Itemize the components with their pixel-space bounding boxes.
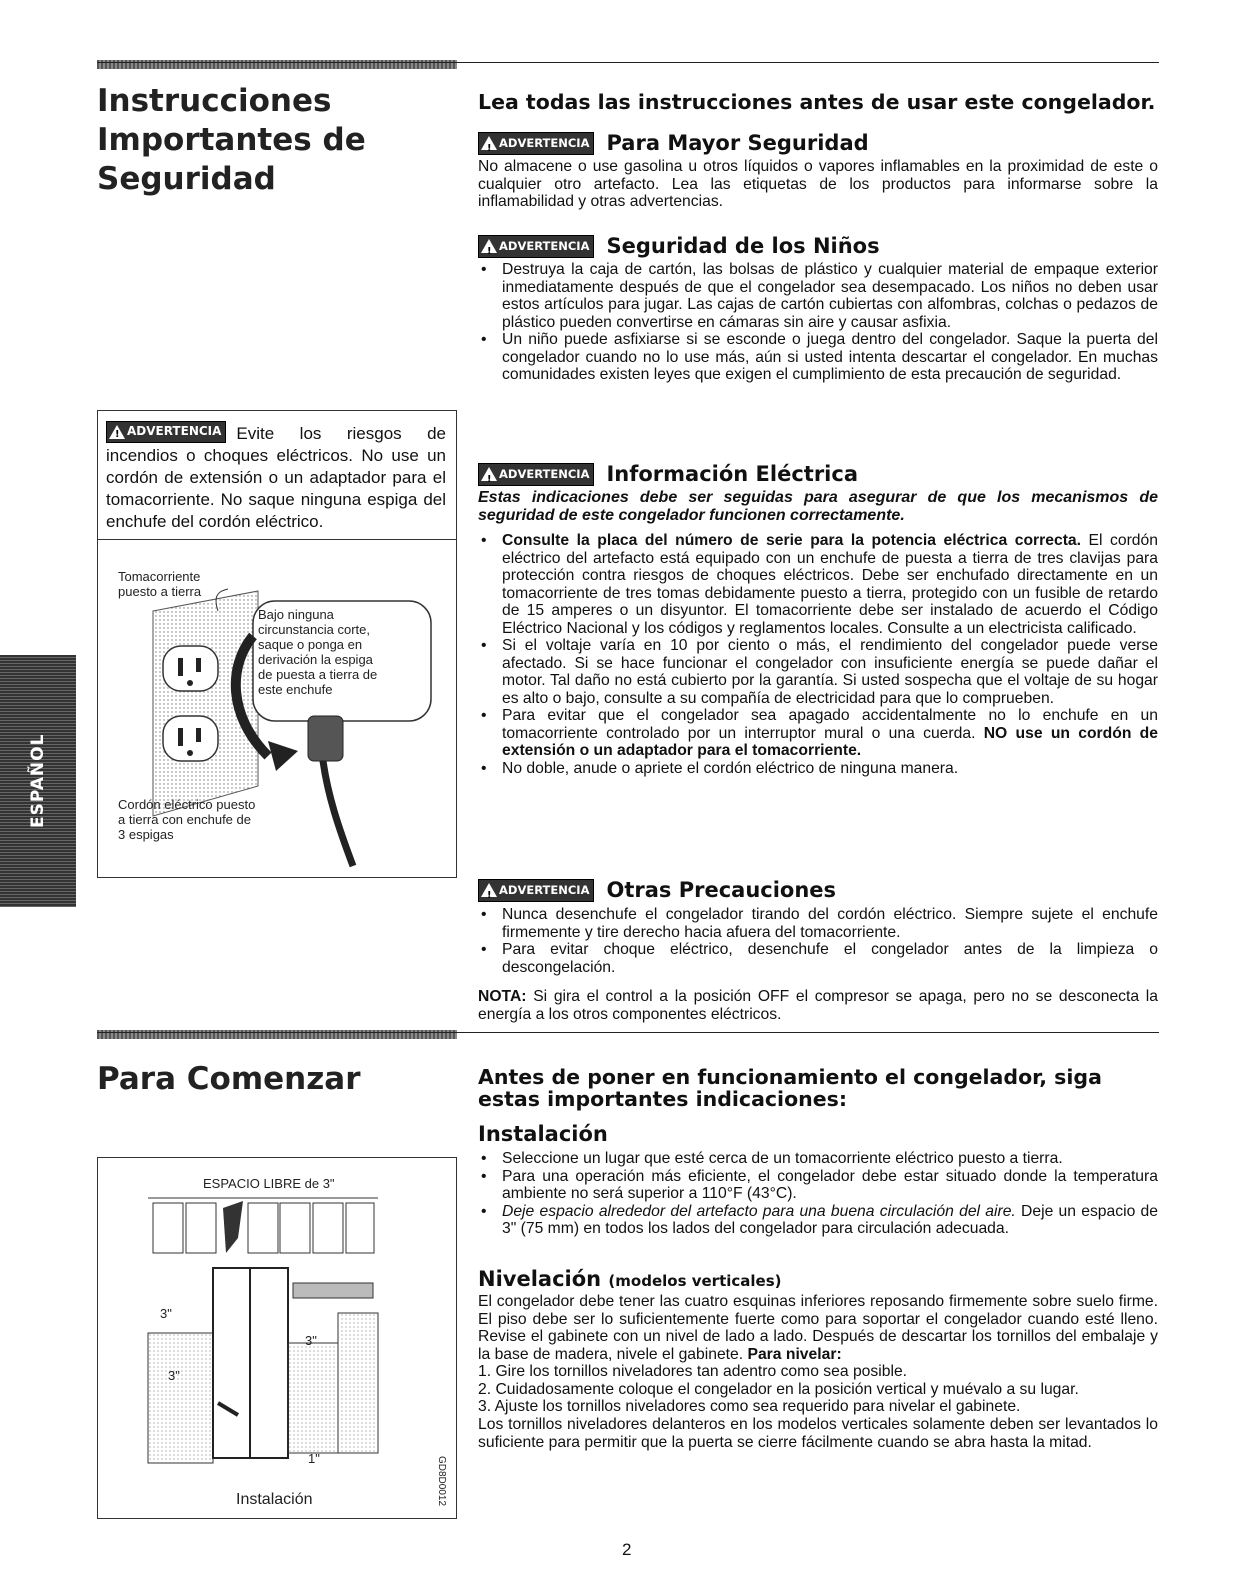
heading-electrica: ! ADVERTENCIA Información Eléctrica bbox=[478, 462, 858, 486]
list-item: 1. Gire los tornillos niveladores tan adentro como sea posible. bbox=[478, 1363, 908, 1380]
heading-ninos: ! ADVERTENCIA Seguridad de los Niños bbox=[478, 234, 880, 258]
warning-icon bbox=[109, 425, 125, 439]
warning-icon bbox=[481, 239, 497, 253]
list-item: • Para evitar choque eléctrico, desenchufe el congelador antes de la limpieza o descongelación. bbox=[478, 941, 1158, 976]
text-mayor-seguridad: No almacene o use gasolina u otros líquidos o vapores inflamables en la proximidad de este o cualquier otro artefacto. Lea las etiquetas de los productos para informarse sobre la inflamabilidad y otras advertencias. bbox=[478, 158, 1158, 210]
warning-badge: ! ADVERTENCIA bbox=[478, 463, 594, 486]
list-ninos bbox=[478, 261, 1158, 384]
warning-badge: ! ADVERTENCIA bbox=[478, 879, 594, 902]
list-item: • Un niño puede asfixiarse si se esconde o juega dentro del congelador. Saque la puerta del congelador cuando no lo use más, aún si usted intenta descartar el congelador. En muchas comunidades existen leyes que exigen el cumplimiento de esta precaución de seguridad. bbox=[478, 331, 1158, 384]
section-title-safety: Instrucciones Importantes de Seguridad bbox=[97, 83, 366, 197]
outlet-warning-text: ! ADVERTENCIA Evite los riesgos de incendios o choques eléctricos. No use un cordón de extensión o un adaptador para el tomacorriente. No saque ninguna espiga del enchufe del cordón eléctrico. bbox=[106, 421, 446, 533]
figure-caption: Instalación bbox=[236, 1491, 313, 1508]
top-rule bbox=[97, 62, 1159, 63]
list-item: • Deje espacio alrededor del artefacto para una buena circulación del aire. Deje un espacio de 3" (75 mm) en todos los lados del congelador para circulación adecuada. bbox=[478, 1203, 1158, 1238]
list-item: • Seleccione un lugar que esté cerca de un tomacorriente eléctrico puesto a tierra. bbox=[478, 1150, 1158, 1168]
outlet-callout: Bajo ninguna circunstancia corte, saque o ponga en derivación la espiga de puesta a tierra de este enchufe bbox=[258, 607, 378, 697]
heading-otras: ! ADVERTENCIA Otras Precauciones bbox=[478, 878, 836, 902]
kitchen-illustration bbox=[108, 1193, 408, 1478]
list-item: • No doble, anude o apriete el cordón eléctrico de ninguna manera. bbox=[478, 760, 1158, 778]
warning-icon bbox=[481, 883, 497, 897]
warning-badge: ! ADVERTENCIA bbox=[106, 421, 226, 443]
list-instalacion bbox=[478, 1150, 1158, 1238]
warning-icon bbox=[481, 467, 497, 481]
warning-badge: ! ADVERTENCIA bbox=[478, 132, 594, 155]
nota: NOTA: Si gira el control a la posición OFF el compresor se apaga, pero no se desconecta la energía a los otros componentes eléctricos. bbox=[478, 988, 1158, 1023]
language-tab: ESPAÑOL bbox=[0, 655, 76, 907]
list-item: • Para evitar que el congelador sea apagado accidentalmente no lo enchufe en un tomacorriente controlado por un interruptor mural o una cuerda. NO use un cordón de extensión o un adaptador para el tomacorriente. bbox=[478, 707, 1158, 760]
outlet-label-bottom: Cordón eléctrico puesto a tierra con enchufe de 3 espigas bbox=[118, 797, 256, 842]
list-item: • Destruya la caja de cartón, las bolsas de plástico y cualquier material de empaque exterior inmediatamente después de que el congelador sea desempacado. Los niños no deben usar estos artículos para jugar. Las cajas de cartón cubiertas con alfombras, colchas o pedazos de plástico pueden convertirse en cámaras sin aire y causar asfixia. bbox=[478, 261, 1158, 331]
heading-nivelacion: Nivelación (modelos verticales) bbox=[478, 1267, 782, 1291]
list-item: 3. Ajuste los tornillos niveladores como sea requerido para nivelar el gabinete. bbox=[478, 1398, 1021, 1415]
warning-badge: ! ADVERTENCIA bbox=[478, 235, 594, 258]
comenzar-heading: Antes de poner en funcionamiento el congelador, siga estas importantes indicaciones: bbox=[478, 1065, 1102, 1111]
warning-icon bbox=[481, 136, 497, 150]
page-number: 2 bbox=[622, 1540, 632, 1559]
list-item: • Nunca desenchufe el congelador tirando del cordón eléctrico. Siempre sujete el enchufe firmemente y tire derecho hacia afuera del tomacorriente. bbox=[478, 906, 1158, 941]
outlet-warning-box bbox=[97, 410, 457, 878]
outlet-label-top: Tomacorriente puesto a tierra bbox=[118, 569, 202, 599]
text-nivelacion: El congelador debe tener las cuatro esquinas inferiores reposando firmemente sobre suelo firme. El piso debe ser lo suficientemente fuerte como para soportar el congelador cuando esté lleno. Revise el gabinete con un nivel de lado a lado. Después de descartar los tornillos del embalaje y la base de madera, nivele el gabinete. Para nivelar: bbox=[478, 1293, 1158, 1363]
section-rule bbox=[97, 1032, 1159, 1033]
heading-mayor-seguridad: ! ADVERTENCIA Para Mayor Seguridad bbox=[478, 131, 869, 155]
list-item: • Para una operación más eficiente, el congelador debe estar situado donde la temperatura ambiente no será superior a 110°F (43°C). bbox=[478, 1168, 1158, 1203]
dim-floor: 1" bbox=[308, 1451, 320, 1466]
dim-side: 3" bbox=[160, 1306, 172, 1321]
figure-code: GD8D0012 bbox=[436, 1456, 447, 1507]
main-heading: Lea todas las instrucciones antes de usar este congelador. bbox=[478, 90, 1156, 114]
text-nivelacion-final: Los tornillos niveladores delanteros en los modelos verticales solamente deben ser levantados lo suficiente para permitir que la puerta se cierre fácilmente cuando se abra hasta la mitad. bbox=[478, 1416, 1158, 1451]
heading-instalacion: Instalación bbox=[478, 1122, 608, 1146]
list-item: • Consulte la placa del número de serie para la potencia eléctrica correcta. El cordón eléctrico del artefacto está equipado con un enchufe de puesta a tierra de tres clavijas para protección contra riesgos de choques eléctricos. Debe ser enchufado directamente en un tomacorriente de tres tomas debidamente puesto a tierra, protegido con un fusible de retardo de 15 amperes o un disyuntor. El tomacorriente debe ser instalado de acuerdo el Código Eléctrico Nacional y los códigos y reglamentos locales. Consulte a un electricista calificado. bbox=[478, 532, 1158, 637]
steps-nivelacion bbox=[478, 1363, 1158, 1416]
clearance-label: ESPACIO LIBRE de 3" bbox=[203, 1176, 335, 1191]
list-item: • Si el voltaje varía en 10 por ciento o más, el rendimiento del congelador puede verse afectado. Si se hace funcionar el congelador con insuficiente energía se puede dañar el motor. Tal daño no está cubierto por la garantía. Si usted sospecha que el voltaje de su hogar es alto o bajo, consulte a su compañía de electricidad para que lo comprueben. bbox=[478, 637, 1158, 707]
list-item: 2. Cuidadosamente coloque el congelador en la posición vertical y muévalo a su lugar. bbox=[478, 1380, 1079, 1398]
dim-rear: 3" bbox=[168, 1368, 180, 1383]
text-electrica-intro: Estas indicaciones debe ser seguidas para asegurar de que los mecanismos de seguridad de este congelador funcionen correctamente. bbox=[478, 489, 1158, 524]
section-title-comenzar: Para Comenzar bbox=[97, 1061, 361, 1097]
dim-back: 3" bbox=[305, 1333, 317, 1348]
installation-figure bbox=[97, 1157, 457, 1519]
list-otras bbox=[478, 906, 1158, 976]
list-electrica bbox=[478, 532, 1158, 777]
